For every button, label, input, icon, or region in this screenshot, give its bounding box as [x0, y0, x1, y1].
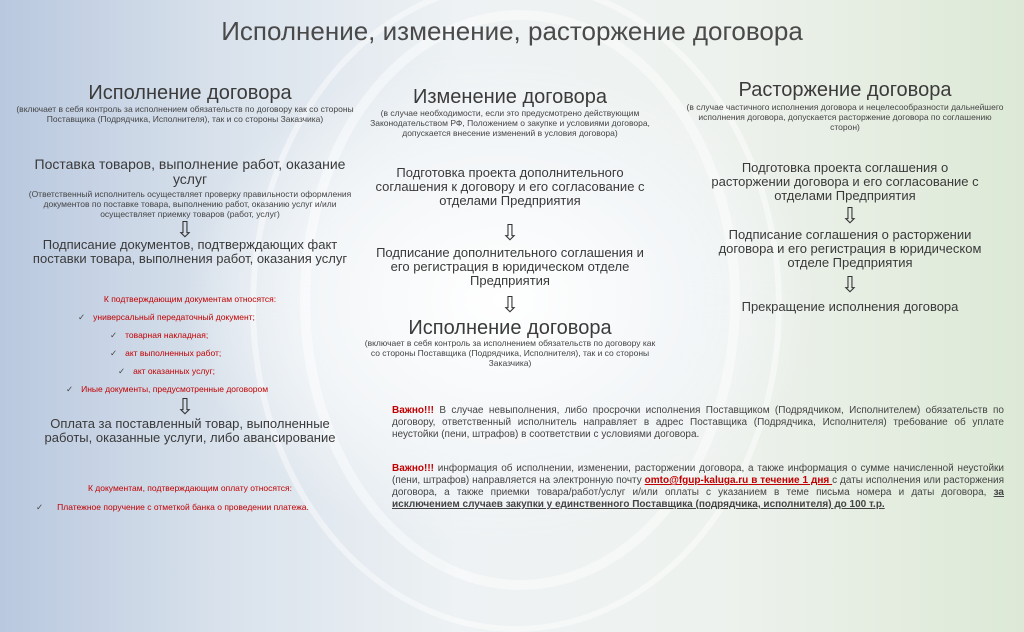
col2-heading-execution: Исполнение договора: [408, 317, 612, 339]
col1-step-delivery-note: (Ответственный исполнитель осуществляет проверку правильности оформления документов по поставке товара, выполнению работ, оказанию услуг и/или осуществляет приемку товаров (работ, услуг): [28, 189, 352, 219]
email-link[interactable]: omto@fgup-kaluga.ru: [644, 475, 749, 486]
col1-step-delivery: Поставка товаров, выполнение работ, оказание услуг: [34, 156, 346, 187]
docs-title: К подтверждающим документам относятся:: [103, 294, 277, 304]
checkmark-icon: ✓: [78, 312, 86, 322]
col2-note: (в случае необходимости, если это предусмотрено действующим Законодательством РФ, Положением о закупке и условиями договора, допускается внесение изменений в условия договора): [370, 108, 650, 138]
checkmark-icon: ✓: [110, 330, 118, 340]
list-item: ✓ акт выполненных работ;: [110, 348, 222, 358]
list-item: ✓ акт оказанных услуг;: [118, 366, 215, 376]
deadline-text: в течение 1 дня: [748, 475, 833, 486]
docs-list: [66, 308, 338, 398]
notice-label: Важно!!!: [392, 463, 435, 474]
col3-step-terminate: Прекращение исполнения договора: [741, 299, 959, 314]
col3-note: (в случае частичного исполнения договора и нецелесообразности дальнейшего исполнения договора, допускается расторжение договора по соглашению сторон): [686, 102, 1004, 132]
col1-note: (включает в себя контроль за исполнением обязательств по договору как со стороны Поставщика (Подрядчика, Исполнителя), так и со стороны Заказчика): [16, 104, 354, 124]
list-item: ✓ товарная накладная;: [110, 330, 209, 340]
col3-step-prepare: Подготовка проекта соглашения о расторжении договора и его согласование с отделами Предприятия: [711, 160, 979, 203]
col3-step-sign: Подписание соглашения о расторжении договора и его регистрация в юридическом отделе Предприятия: [718, 227, 982, 270]
pay-title: К документам, подтверждающим оплату относятся:: [87, 483, 293, 493]
arrow-down-icon: ⇩: [840, 203, 860, 228]
arrow-down-icon: ⇩: [175, 394, 195, 419]
col2-step-prepare: Подготовка проекта дополнительного соглашения к договору и его согласование с отделами Предприятия: [375, 165, 645, 208]
col2-heading: Изменение договора: [412, 86, 608, 108]
notice-reporting: Важно!!! информация об исполнении, изменении, расторжении договора, а также информация о сумме начисленной неустойки (пени, штрафов) направляется на электронную почту omto@fgup-kaluga.ru в течение 1 дня с даты исполнения или расторжения договора, а также приемки товара/работ/услуг и/или оплаты с указанием в теме письма номера и даты договора, за исключением случаев закупки у единственного Поставщика (подрядчика, исполнителя) до 100 т.р.: [392, 463, 1004, 510]
checkmark-icon: ✓: [110, 348, 118, 358]
notice-label: Важно!!!: [392, 405, 435, 416]
checkmark-icon: ✓: [118, 366, 126, 376]
col2-step-sign: Подписание дополнительного соглашения и его регистрация в юридическом отделе Предприятия: [376, 245, 644, 288]
col1-heading: Исполнение договора: [88, 82, 292, 104]
arrow-down-icon: ⇩: [840, 272, 860, 297]
col1-step-payment: Оплата за поставленный товар, выполненные работы, оказанные услуги, либо авансирование: [44, 416, 336, 445]
checkmark-icon: ✓: [36, 502, 44, 512]
checkmark-icon: ✓: [66, 384, 74, 394]
col1-step-sign: Подписание документов, подтверждающих факт поставки товара, выполнения работ, оказания услуг: [32, 237, 348, 266]
col2-note-execution: (включает в себя контроль за исполнением обязательств по договору как со стороны Поставщика (Подрядчика, Исполнителя), так и со стороны Заказчика): [364, 338, 656, 368]
page-title: Исполнение, изменение, расторжение договора: [221, 16, 803, 46]
notice-penalty: Важно!!! В случае невыполнения, либо просрочки исполнения Поставщиком (Подрядчиком, Исполнителем) обязательств по договору, ответственный исполнитель направляет в адрес Поставщика (Подрядчика, Исполнителя) требование об уплате неустойки (пени, штрафов) в соответствии с условиями договора.: [392, 405, 1004, 440]
list-item: ✓ универсальный передаточный документ;: [78, 312, 255, 322]
arrow-down-icon: ⇩: [500, 292, 520, 317]
arrow-down-icon: ⇩: [500, 220, 520, 245]
col3-heading: Расторжение договора: [738, 79, 952, 101]
exception-text: за исключением случаев закупки у единственного Поставщика (подрядчика, исполнителя) до 100 т.р.: [392, 487, 1004, 510]
list-item: ✓ Иные документы, предусмотренные договором: [66, 384, 269, 394]
pay-item: ✓ Платежное поручение с отметкой банка о проведении платежа.: [36, 502, 309, 512]
arrow-down-icon: ⇩: [175, 217, 195, 242]
